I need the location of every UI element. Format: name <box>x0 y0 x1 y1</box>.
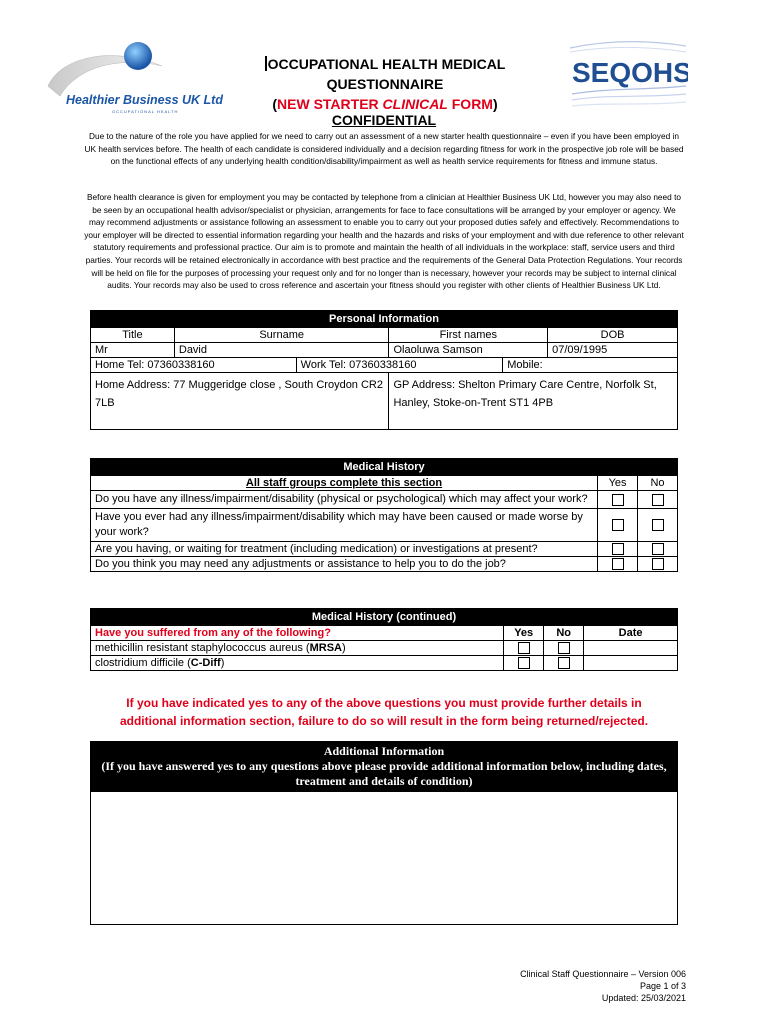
warning-text: If you have indicated yes to any of the above questions you must provide further details in additional information section, failure to do so will result in the form being returned/rejected. <box>119 696 649 728</box>
date-header: Date <box>584 626 678 641</box>
mrsa-bold: MRSA <box>309 642 342 654</box>
seqohs-logo-icon <box>568 38 688 116</box>
cdiff-bold: C-Diff <box>190 657 221 670</box>
surname-header: Surname <box>174 328 389 343</box>
mrsa-yes-checkbox[interactable] <box>518 642 530 654</box>
mrsa-text: methicillin resistant staphylococcus aureus ( <box>95 642 310 654</box>
q2-yes-checkbox[interactable] <box>612 519 624 531</box>
seqohs-logo <box>568 38 688 116</box>
intro-paragraph-2: Before health clearance is given for employment you may be contacted by telephone from a clinician at Healthier Business UK Ltd, however you may also need to be seen by an occupational health advisor/specialist or physician, arrangements for face to face consultations will be arranged by your employer or agency. We may recommend adjustments or assistance following an assessment to enable you to carry out your proposed duties safely and effectively. Recommendations to your employer will be directed to essential information regarding your health and the hazards and risks of your employment and with due reference to other relevant statutory requirements and professional practice. Our aim is to promote and maintain the health of all individuals in the workplace: staff, service users and third parties. Your records will be retained electronically in accordance with best practice and the requirements of the General Data Protection Regulations. Your records will be held on file for the purposes of processing your request only and for no longer than is necessary, however your records may be subject to internal clinical audits. Your records may also be used to cross reference and ascertain your fitness should you register with other clients of Healthier Business UK Ltd. <box>84 192 684 291</box>
mrsa-no-checkbox[interactable] <box>558 642 570 654</box>
q3-yes-checkbox[interactable] <box>612 543 624 555</box>
first-names-header: First names <box>389 328 548 343</box>
footer-page-number: Page 1 of 3 <box>639 981 686 991</box>
home-address-field[interactable]: Home Address: 77 Muggeridge close , South Croydon CR2 7LB <box>91 373 389 430</box>
cdiff-text: clostridium difficile ( <box>95 657 191 670</box>
form-title-block <box>215 54 555 114</box>
additional-info-heading: Additional Information <box>323 744 445 758</box>
additional-info-subheading: (If you have answered yes to any questions above please provide additional information below, including dates, treatment and details of condition) <box>101 759 667 788</box>
seqohs-text: SEQOHS <box>572 57 688 88</box>
no-header: No <box>638 476 678 491</box>
subtitle-open: ( <box>272 96 278 112</box>
home-tel-field[interactable]: Home Tel: 07360338160 <box>91 358 297 373</box>
healthier-business-logo <box>42 36 232 116</box>
additional-info-header <box>91 742 677 792</box>
logo-text: Healthier Business UK Ltd <box>66 93 223 107</box>
mrsa-close: ) <box>341 642 346 654</box>
title-field[interactable]: Mr <box>91 343 175 358</box>
medical-history-heading: Medical History <box>91 459 678 476</box>
q2-no-checkbox[interactable] <box>652 519 664 531</box>
cdiff-label <box>91 656 504 671</box>
dob-header: DOB <box>548 328 678 343</box>
logo-swoosh-icon <box>42 36 232 116</box>
logo-subtext: OCCUPATIONAL HEALTH <box>112 109 179 114</box>
gp-address-field[interactable]: GP Address: Shelton Primary Care Centre, Norfolk St, Hanley, Stoke-on-Trent ST1 4PB <box>389 373 678 430</box>
q3-no-checkbox[interactable] <box>652 543 664 555</box>
footer-version: Clinical Staff Questionnaire – Version 006 <box>520 969 686 979</box>
subtitle-red-2: FORM <box>447 96 493 112</box>
form-title-text: OCCUPATIONAL HEALTH MEDICAL QUESTIONNAIRE <box>267 56 506 92</box>
q1-no-checkbox[interactable] <box>652 494 664 506</box>
subtitle-red-1: NEW STARTER <box>277 96 383 112</box>
medical-history-continued-table <box>90 608 678 671</box>
medical-subheading: All staff groups complete this section <box>91 476 598 491</box>
yes-header: Yes <box>598 476 638 491</box>
personal-info-heading: Personal Information <box>91 311 678 328</box>
medical-history-table <box>90 458 678 572</box>
dob-field[interactable]: 07/09/1995 <box>548 343 678 358</box>
cdiff-yes-checkbox[interactable] <box>518 657 530 669</box>
cdiff-date-field[interactable] <box>584 656 678 671</box>
mrsa-label <box>91 641 504 656</box>
text-cursor-icon <box>265 56 267 71</box>
mrsa-date-field[interactable] <box>584 641 678 656</box>
q4-no-checkbox[interactable] <box>652 558 664 570</box>
medical-continued-heading: Medical History (continued) <box>91 609 678 626</box>
q4-yes-checkbox[interactable] <box>612 558 624 570</box>
form-title <box>215 54 555 94</box>
work-tel-field[interactable]: Work Tel: 07360338160 <box>296 358 503 373</box>
q1-yes-checkbox[interactable] <box>612 494 624 506</box>
additional-info-box <box>90 741 678 925</box>
form-subtitle <box>215 94 555 114</box>
cdiff-close: ) <box>220 657 225 670</box>
first-names-field[interactable]: Olaoluwa Samson <box>389 343 548 358</box>
surname-field[interactable]: David <box>174 343 389 358</box>
confidential-heading: CONFIDENTIAL <box>331 112 437 128</box>
subtitle-close: ) <box>492 96 498 112</box>
personal-info-table <box>90 310 678 430</box>
mobile-field[interactable]: Mobile: <box>503 358 678 373</box>
no-header-2: No <box>544 626 584 641</box>
additional-info-input[interactable] <box>91 792 677 928</box>
footer-updated: Updated: 25/03/2021 <box>601 993 686 1003</box>
yes-header-2: Yes <box>504 626 544 641</box>
medical-question-1: Do you have any illness/impairment/disability (physical or psychological) which may affect your work? <box>91 491 598 509</box>
intro-paragraph-1: Due to the nature of the role you have applied for we need to carry out an assessment of a new starter health questionnaire – even if you have been employed in UK health services before. The health of each candidate is considered individually and a decision regarding fitness for work in the prospective job role will be based on the functional effects of any underlying health condition/disability/impairment as well as health service requirements for fitness and immune status. <box>84 131 684 167</box>
title-header: Title <box>91 328 175 343</box>
medical-question-2: Have you ever had any illness/impairment/disability which may have been caused or made worse by your work? <box>91 509 598 542</box>
suffered-question: Have you suffered from any of the following? <box>91 626 504 641</box>
page-footer <box>520 968 686 1004</box>
medical-question-4: Do you think you may need any adjustments or assistance to help you to do the job? <box>91 557 598 572</box>
cdiff-no-checkbox[interactable] <box>558 657 570 669</box>
medical-question-3: Are you having, or waiting for treatment (including medication) or investigations at present? <box>91 542 598 557</box>
subtitle-red-italic: CLINICAL <box>382 96 448 112</box>
